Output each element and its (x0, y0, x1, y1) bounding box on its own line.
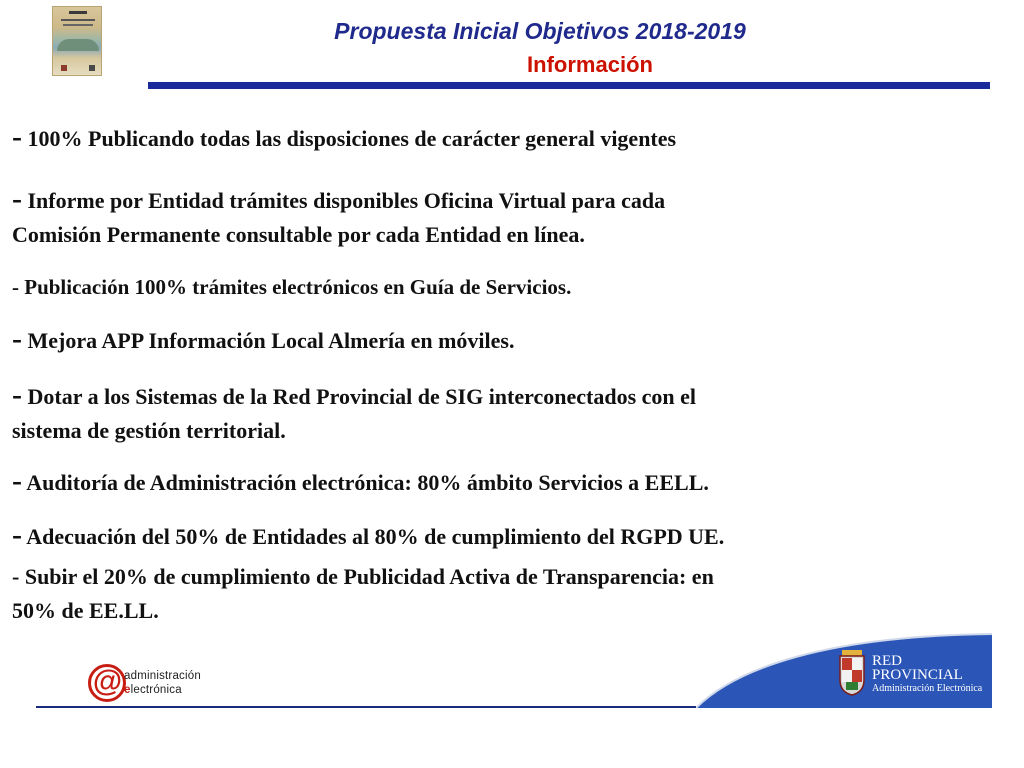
coat-of-arms-icon (838, 650, 866, 696)
slide-title: Propuesta Inicial Objetivos 2018-2019 (334, 18, 746, 44)
list-item: - Mejora APP Información Local Almería en móviles. (12, 322, 515, 355)
administracion-electronica-logo: @ administración electrónica (88, 662, 228, 708)
list-item: - Adecuación del 50% de Entidades al 80% de cumplimiento del RGPD UE. (12, 518, 725, 551)
list-item: - Publicación 100% trámites electrónicos en Guía de Servicios. (12, 275, 572, 299)
list-item: - Informe por Entidad trámites disponibles Oficina Virtual para cada Comisión Permanente consultable por cada Entidad en línea. (12, 182, 666, 247)
list-item: - 100% Publicando todas las disposiciones de carácter general vigentes (12, 120, 677, 153)
header-divider (148, 82, 990, 89)
slide-subtitle: Información (527, 52, 653, 77)
badge-title-line1: RED (872, 653, 902, 669)
list-item: - Auditoría de Administración electrónica: 80% ámbito Servicios a EELL. (12, 464, 709, 497)
badge-title-line2: PROVINCIAL (872, 667, 963, 683)
at-sign-icon: @ (88, 664, 126, 702)
badge-subtitle: Administración Electrónica (872, 683, 983, 694)
list-item: - Subir el 20% de cumplimiento de Publicidad Activa de Transparencia: en 50% de EE.LL. (12, 564, 714, 623)
event-poster-thumbnail (52, 6, 102, 76)
list-item: - Dotar a los Sistemas de la Red Provincial de SIG interconectados con el sistema de gestión territorial. (12, 378, 697, 443)
